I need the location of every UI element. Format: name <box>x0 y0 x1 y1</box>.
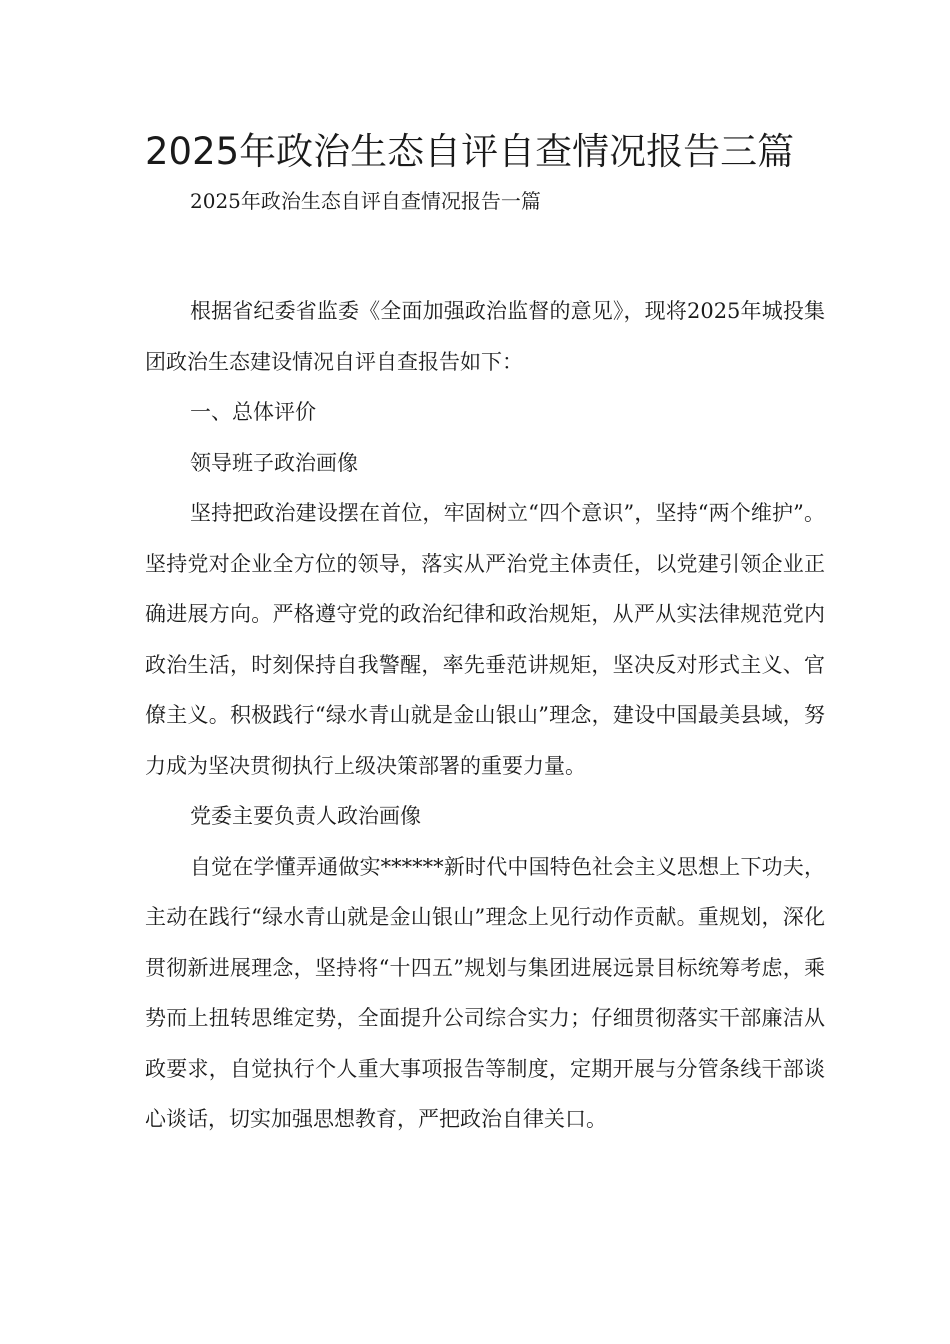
subheading-party-leader-profile: 党委主要负责人政治画像 <box>190 804 421 828</box>
section-heading-overall-evaluation: 一、总体评价 <box>190 400 316 424</box>
document-title: 2025年政治生态自评自查情况报告三篇 <box>145 130 795 173</box>
document-subtitle: 2025年政治生态自评自查情况报告一篇 <box>190 189 541 213</box>
subheading-leadership-profile: 领导班子政治画像 <box>190 450 358 475</box>
intro-paragraph: 根据省纪委省监委《全面加强政治监督的意见》，现将2025年城投集团政治生态建设情况自评自查报告如下： <box>145 299 825 374</box>
document-body <box>145 286 825 1145</box>
leadership-profile-paragraph: 坚持把政治建设摆在首位，牢固树立“四个意识”，坚持“两个维护”。坚持党对企业全方位的领导，落实从严治党主体责任，以党建引领企业正确进展方向。严格遵守党的政治纪律和政治规矩，从严从实法律规范党内政治生活，时刻保持自我警醒，率先垂范讲规矩，坚决反对形式主义、官僚主义。积极践行“绿水青山就是金山银山”理念，建设中国最美县域，努力成为坚决贯彻执行上级决策部署的重要力量。 <box>145 501 825 778</box>
party-leader-profile-paragraph: 自觉在学懂弄通做实******新时代中国特色社会主义思想上下功夫，主动在践行“绿水青山就是金山银山”理念上见行动作贡献。重规划，深化贯彻新进展理念，坚持将“十四五”规划与集团进展远景目标统筹考虑，乘势而上扭转思维定势，全面提升公司综合实力；仔细贯彻落实干部廉洁从政要求，自觉执行个人重大事项报告等制度，定期开展与分管条线干部谈心谈话，切实加强思想教育，严把政治自律关口。 <box>145 854 825 1131</box>
